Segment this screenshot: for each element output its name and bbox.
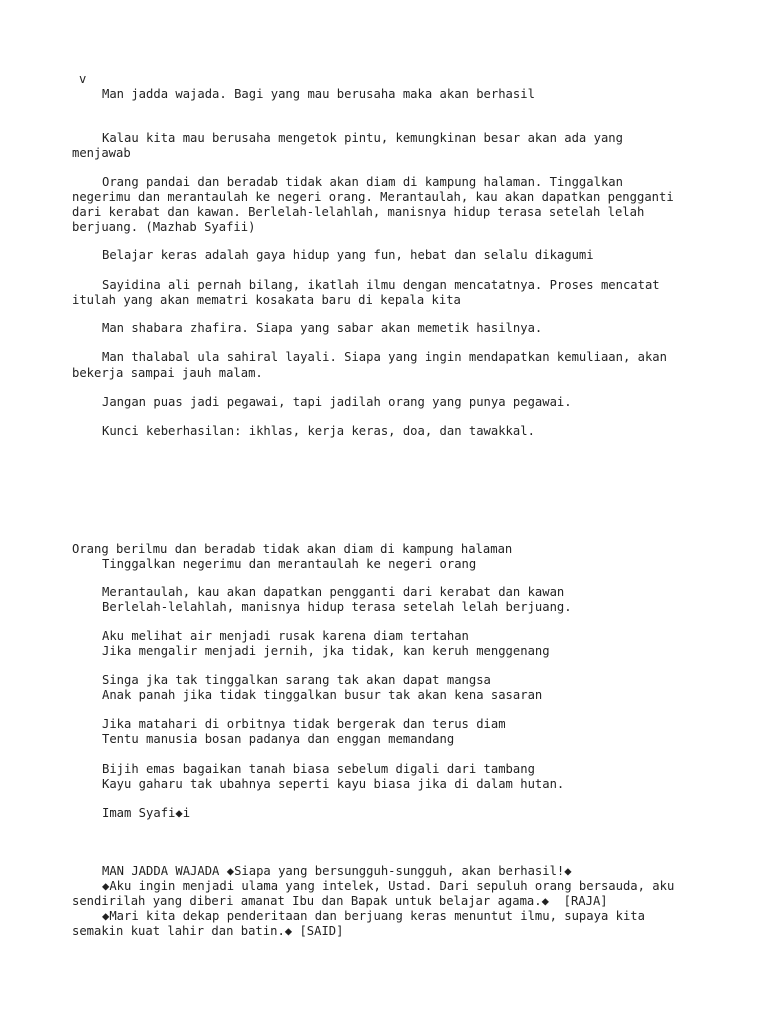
- quote-line: negerimu dan merantaulah ke negeri orang. Merantaulah, kau akan dapatkan pengganti: [72, 190, 674, 204]
- quote-line: Man thalabal ula sahiral layali. Siapa yang ingin mendapatkan kemuliaan, akan: [102, 350, 667, 364]
- page-marker: v: [79, 72, 87, 86]
- poem-line: Orang berilmu dan beradab tidak akan diam di kampung halaman: [72, 542, 513, 556]
- quote-line: ◆Aku ingin menjadi ulama yang intelek, Ustad. Dari sepuluh orang bersauda, aku: [102, 879, 675, 893]
- poem-line: Aku melihat air menjadi rusak karena diam tertahan: [102, 629, 469, 643]
- poem-line: Jika matahari di orbitnya tidak bergerak dan terus diam: [102, 717, 506, 731]
- poem-line: Berlelah-lelahlah, manisnya hidup terasa setelah lelah berjuang.: [102, 600, 572, 614]
- poem-line: Tinggalkan negerimu dan merantaulah ke negeri orang: [102, 557, 477, 571]
- quote-line: itulah yang akan mematri kosakata baru di kepala kita: [72, 293, 461, 307]
- quote-line: Belajar keras adalah gaya hidup yang fun, hebat dan selalu dikagumi: [102, 248, 594, 262]
- quote-line: sendirilah yang diberi amanat Ibu dan Bapak untuk belajar agama.◆ [RAJA]: [72, 894, 608, 908]
- quote-line: berjuang. (Mazhab Syafii): [72, 220, 256, 234]
- quote-line: semakin kuat lahir dan batin.◆ [SAID]: [72, 924, 344, 938]
- poem-line: Tentu manusia bosan padanya dan enggan memandang: [102, 732, 455, 746]
- quote-line: bekerja sampai jauh malam.: [72, 366, 263, 380]
- quote-line: Orang pandai dan beradab tidak akan diam di kampung halaman. Tinggalkan: [102, 175, 623, 189]
- quote-line: dari kerabat dan kawan. Berlelah-lelahlah, manisnya hidup terasa setelah lelah: [72, 205, 645, 219]
- quote-line: MAN JADDA WAJADA ◆Siapa yang bersungguh-sungguh, akan berhasil!◆: [102, 864, 572, 878]
- quote-line: menjawab: [72, 146, 131, 160]
- poem-line: Jika mengalir menjadi jernih, jka tidak, kan keruh menggenang: [102, 644, 550, 658]
- quote-line: Kalau kita mau berusaha mengetok pintu, kemungkinan besar akan ada yang: [102, 131, 623, 145]
- quote-line: Jangan puas jadi pegawai, tapi jadilah orang yang punya pegawai.: [102, 395, 572, 409]
- quote-line: Sayidina ali pernah bilang, ikatlah ilmu dengan mencatatnya. Proses mencatat: [102, 278, 660, 292]
- quote-line: ◆Mari kita dekap penderitaan dan berjuang keras menuntut ilmu, supaya kita: [102, 909, 645, 923]
- poem-attribution: Imam Syafi◆i: [102, 806, 191, 820]
- quote-line: Kunci keberhasilan: ikhlas, kerja keras, doa, dan tawakkal.: [102, 424, 535, 438]
- poem-line: Kayu gaharu tak ubahnya seperti kayu biasa jika di dalam hutan.: [102, 777, 565, 791]
- poem-line: Anak panah jika tidak tinggalkan busur tak akan kena sasaran: [102, 688, 543, 702]
- poem-line: Bijih emas bagaikan tanah biasa sebelum digali dari tambang: [102, 762, 535, 776]
- quote-line: Man jadda wajada. Bagi yang mau berusaha maka akan berhasil: [102, 87, 535, 101]
- quote-line: Man shabara zhafira. Siapa yang sabar akan memetik hasilnya.: [102, 321, 543, 335]
- poem-line: Merantaulah, kau akan dapatkan pengganti dari kerabat dan kawan: [102, 585, 565, 599]
- poem-line: Singa jka tak tinggalkan sarang tak akan dapat mangsa: [102, 673, 491, 687]
